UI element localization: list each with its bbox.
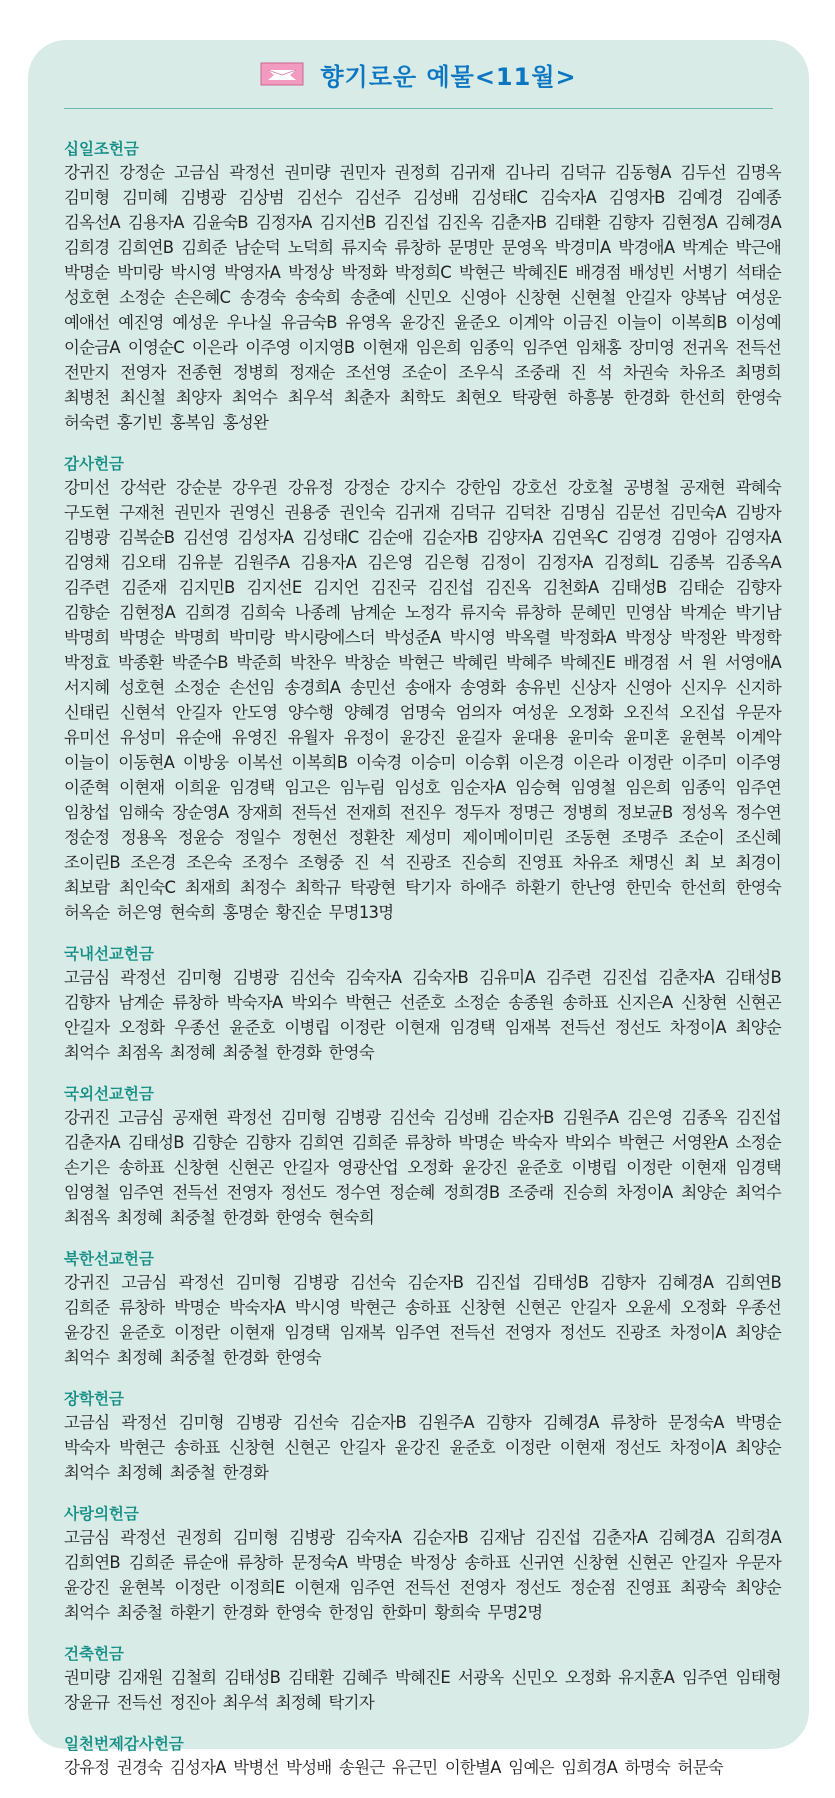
section-love	[64, 1503, 781, 1625]
section-title: 일천번제감사헌금	[64, 1735, 184, 1753]
section-title: 국외선교헌금	[64, 1085, 154, 1103]
section-tithe	[64, 138, 781, 435]
section-title: 장학헌금	[64, 1390, 124, 1408]
section-north-korea-mission	[64, 1248, 781, 1370]
offerings-card	[28, 40, 809, 1777]
section-title: 십일조헌금	[64, 140, 139, 158]
sections-list	[64, 138, 781, 1798]
page-header	[64, 40, 773, 109]
section-thanksgiving	[64, 453, 781, 925]
section-thousand-offering	[64, 1733, 781, 1780]
donor-names: 강유정 권경숙 김성자A 박병선 박성배 송원근 유근민 이한별A 임예은 임희경A 하명숙 허문숙	[64, 1758, 723, 1777]
donor-names: 고금심 곽정선 김미형 김병광 김선숙 김숙자A 김숙자B 김유미A 김주련 김진섭 김춘자A 김태성B 김향자 남계순 류창하 박숙자A 박외수 박현근 선준호 소정순 송종원 송하표 신지은A 신창현 신현곤 안길자 오정화 우종선 윤준호 이병립 이정란 이현재 임경택 임재복 전득선 정선도 차정이A 최양순 최억수 최점옥 최정혜 최중철 한경화 한영숙	[64, 968, 781, 1062]
donor-names: 강귀진 강정순 고금심 곽정선 권미량 권민자 권정희 김귀재 김나리 김덕규 김동형A 김두선 김명옥 김미형 김미혜 김병광 김상범 김선수 김선주 김성배 김성태C 김숙자A 김영자B 김예경 김예종 김옥선A 김용자A 김윤숙B 김정자A 김지선B 김진섭 김진옥 김춘자B 김태환 김향자 김현정A 김혜경A 김희경 김희연B 김희준 남순덕 노덕희 류지숙 류창하 문명만 문영옥 박경미A 박경애A 박계순 박근애 박명순 박미랑 박시영 박영자A 박정상 박정화 박정희C 박현근 박혜진E 배경점 배성빈 서병기 석태순 성호현 소정순 손은혜C 송경숙 송숙희 송춘예 신민오 신영아 신창현 신현철 안길자 양복남 여성운 예애선 예진영 예성운 우나실 유금숙B 유영옥 윤강진 윤준오 이계악 이금진 이늘이 이복희B 이성예 이순금A 이영순C 이은라 이주영 이지영B 이현재 임은희 임종익 임주연 임채홍 장미영 전귀옥 전득선 전만지 전영자 전종현 정병희 정재순 조선영 조순이 조우식 조중래 진 석 차권숙 차유조 최명희 최병천 최신철 최양자 최억수 최우석 최춘자 최학도 최현오 탁광현 하흥봉 한경화 한선희 한영숙 허숙련 홍기빈 홍복임 홍성완	[64, 163, 781, 432]
section-title: 북한선교헌금	[64, 1250, 154, 1268]
section-foreign-mission	[64, 1083, 781, 1230]
donor-names: 고금심 곽정선 김미형 김병광 김선숙 김순자B 김원주A 김향자 김혜경A 류창하 문정숙A 박명순 박숙자 박현근 송하표 신창현 신현곤 안길자 윤강진 윤준호 이정란 이현재 정선도 차정이A 최양순 최억수 최정혜 최중철 한경화	[64, 1413, 781, 1482]
section-title: 사랑의헌금	[64, 1505, 139, 1523]
donor-names: 고금심 곽정선 권정희 김미형 김병광 김숙자A 김순자B 김재남 김진섭 김춘자A 김혜경A 김희경A 김희연B 김희준 류순애 류창하 문정숙A 박명순 박정상 송하표 신귀연 신창현 신현곤 안길자 우문자 윤강진 윤현복 이정란 이정희E 이현재 임주연 전득선 전영자 정선도 정순점 진영표 최광숙 최양순 최억수 최중철 하환기 한경화 한영숙 한정임 한화미 황희숙 무명2명	[64, 1528, 781, 1622]
section-building	[64, 1643, 781, 1715]
donor-names: 강미선 강석란 강순분 강우권 강유정 강정순 강지수 강한임 강호선 강호철 공병철 공재현 곽혜숙 구도현 구재천 권민자 권영신 권용중 권인숙 김귀재 김덕규 김덕찬 김명심 김문선 김민숙A 김방자 김병광 김복순B 김선영 김성자A 김성태C 김순애 김순자B 김양자A 김연옥C 김영경 김영아 김영자A 김영채 김오태 김유분 김원주A 김용자A 김은영 김은형 김정이 김정자A 김정희L 김종복 김종옥A 김주련 김준재 김지민B 김지선E 김지언 김진국 김진섭 김진옥 김천화A 김태성B 김태순 김향자 김향순 김현정A 김희경 김희숙 나종례 남계순 노정각 류지숙 류창하 문혜민 민영삼 박계순 박기남 박명희 박명순 박명희 박미랑 박시랑에스더 박성준A 박시영 박옥렬 박정화A 박정상 박정완 박정학 박정효 박종환 박준수B 박준희 박찬우 박창순 박현근 박혜린 박혜주 박혜진E 배경점 서 원 서영애A 서지혜 성호현 소정순 손선임 송경희A 송민선 송애자 송영화 송유빈 신상자 신영아 신지우 신지하 신태린 신현석 안길자 안도영 양수행 양혜경 엄명숙 엄의자 여성운 오정화 오진석 오진섭 우문자 유미선 유성미 유순애 유영진 유월자 유정이 윤강진 윤길자 윤대용 윤미숙 윤미혼 윤현복 이계악 이늘이 이동현A 이방웅 이복선 이복희B 이숙경 이승미 이승휘 이은경 이은라 이정란 이주미 이주영 이준혁 이현재 이희윤 임경택 임고은 임누림 임성호 임순자A 임승혁 임영철 임은희 임종익 임주연 임창섭 임해숙 장순영A 장재희 전득선 전재희 전진우 정두자 정명근 정병희 정보균B 정성옥 정수연 정순정 정용옥 정윤승 정일수 정현선 정환찬 제성미 제이메이미린 조동현 조명주 조순이 조신혜 조이린B 조은경 조은숙 조정수 조형중 진 석 진광조 진승희 진영표 차유조 채명신 최 보 최경이 최보람 최인숙C 최재희 최정수 최학규 탁광현 탁기자 하애주 하환기 한난영 한민숙 한선희 한영숙 허옥순 허은영 현숙희 홍명순 황진순 무명13명	[64, 478, 781, 922]
donor-names: 강귀진 고금심 곽정선 김미형 김병광 김선숙 김순자B 김진섭 김태성B 김향자 김혜경A 김희연B 김희준 류창하 박명순 박숙자A 박시영 박현근 송하표 신창현 신현곤 안길자 오윤세 오정화 우종선 윤강진 윤준호 이정란 이현재 임경택 임재복 임주연 전득선 전영자 정선도 진광조 차정이A 최양순 최억수 최정혜 최중철 한경화 한영숙	[64, 1273, 781, 1367]
donor-names: 강귀진 고금심 공재현 곽정선 김미형 김병광 김선숙 김성배 김순자B 김원주A 김은영 김종옥 김진섭 김춘자A 김태성B 김향순 김향자 김희연 김희준 류창하 박명순 박숙자 박외수 박현근 서영완A 소정순 손기은 송하표 신창현 신현곤 안길자 영광산업 오정화 윤강진 윤준호 이병립 이정란 이현재 임경택 임영철 임주연 전득선 전영자 정선도 정수연 정순혜 정희경B 조중래 진승희 차정이A 최양순 최억수 최점옥 최정혜 최중철 한경화 한영숙 현숙희	[64, 1108, 781, 1227]
section-title: 감사헌금	[64, 455, 124, 473]
page-title: 향기로운 예물<11월>	[320, 62, 577, 91]
section-title: 건축헌금	[64, 1645, 124, 1663]
pink-envelope-icon	[260, 62, 304, 86]
donor-names: 권미량 김재원 김철희 김태성B 김태환 김혜주 박혜진E 서광옥 신민오 오정화 유지훈A 임주연 임태형 장윤규 전득선 정진아 최우석 최정혜 탁기자	[64, 1668, 781, 1712]
section-domestic-mission	[64, 943, 781, 1065]
section-scholarship	[64, 1388, 781, 1485]
section-title: 국내선교헌금	[64, 945, 154, 963]
